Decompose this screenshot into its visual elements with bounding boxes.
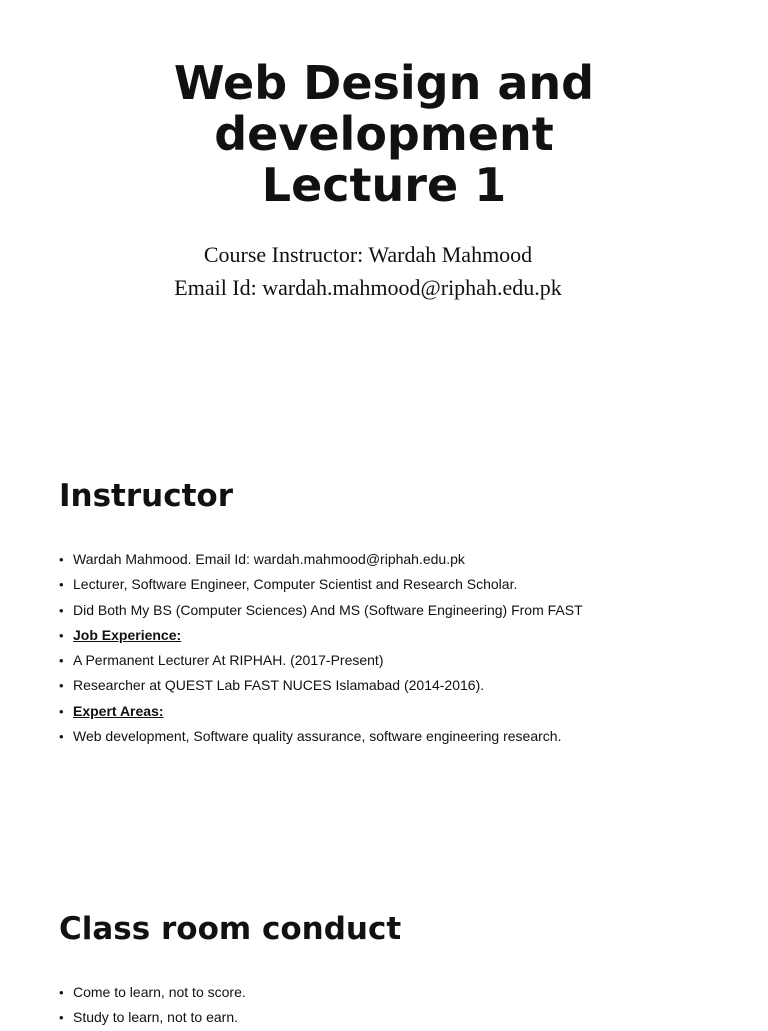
bullet-icon: • — [59, 653, 64, 669]
list-item — [59, 673, 583, 698]
list-item — [59, 648, 583, 673]
conduct-bullet-list — [59, 980, 246, 1031]
title-line: Web Design and — [173, 56, 595, 110]
bullet-text: Study to learn, not to earn. — [73, 1009, 238, 1026]
title-line: Lecture 1 — [261, 158, 507, 212]
bullet-text: Lecturer, Software Engineer, Computer Scientist and Research Scholar. — [73, 576, 518, 593]
bullet-text: Come to learn, not to score. — [73, 984, 246, 1000]
bullet-icon: • — [59, 602, 64, 618]
list-item — [59, 547, 583, 572]
title-line: development — [214, 107, 554, 161]
slide-subtitle — [0, 238, 736, 304]
bullet-text: Web development, Software quality assurance, software engineering research. — [73, 728, 562, 745]
list-item — [59, 598, 583, 623]
bullet-icon: • — [59, 577, 64, 593]
bullet-text: Did Both My BS (Computer Sciences) And MS (Software Engineering) From FAST — [73, 601, 583, 618]
course-instructor-line: Course Instructor: Wardah Mahmood — [203, 242, 533, 267]
class-room-conduct-heading: Class room conduct — [59, 911, 402, 947]
bullet-icon: • — [59, 678, 64, 694]
bullet-text: A Permanent Lecturer At RIPHAH. (2017-Present) — [73, 652, 384, 669]
bullet-icon: • — [59, 552, 64, 567]
bullet-text: Researcher at QUEST Lab FAST NUCES Islamabad (2014-2016). — [73, 677, 485, 694]
bullet-text: Job Experience: — [73, 626, 182, 643]
list-item — [59, 980, 246, 1005]
bullet-icon: • — [59, 627, 64, 643]
bullet-text: Wardah Mahmood. Email Id: wardah.mahmood@riphah.edu.pk — [73, 551, 465, 567]
bullet-text: Expert Areas: — [73, 702, 164, 719]
list-item — [59, 1005, 246, 1030]
list-item — [59, 572, 583, 597]
bullet-icon: • — [59, 985, 64, 1000]
instructor-bullet-list — [59, 547, 583, 749]
list-item — [59, 623, 583, 648]
email-line: Email Id: wardah.mahmood@riphah.edu.pk — [174, 275, 562, 300]
slide-title — [0, 58, 768, 211]
bullet-icon: • — [59, 703, 64, 719]
list-item — [59, 699, 583, 724]
bullet-icon: • — [59, 729, 64, 745]
list-item — [59, 724, 583, 749]
instructor-heading: Instructor — [59, 478, 234, 514]
bullet-icon: • — [59, 1010, 64, 1026]
